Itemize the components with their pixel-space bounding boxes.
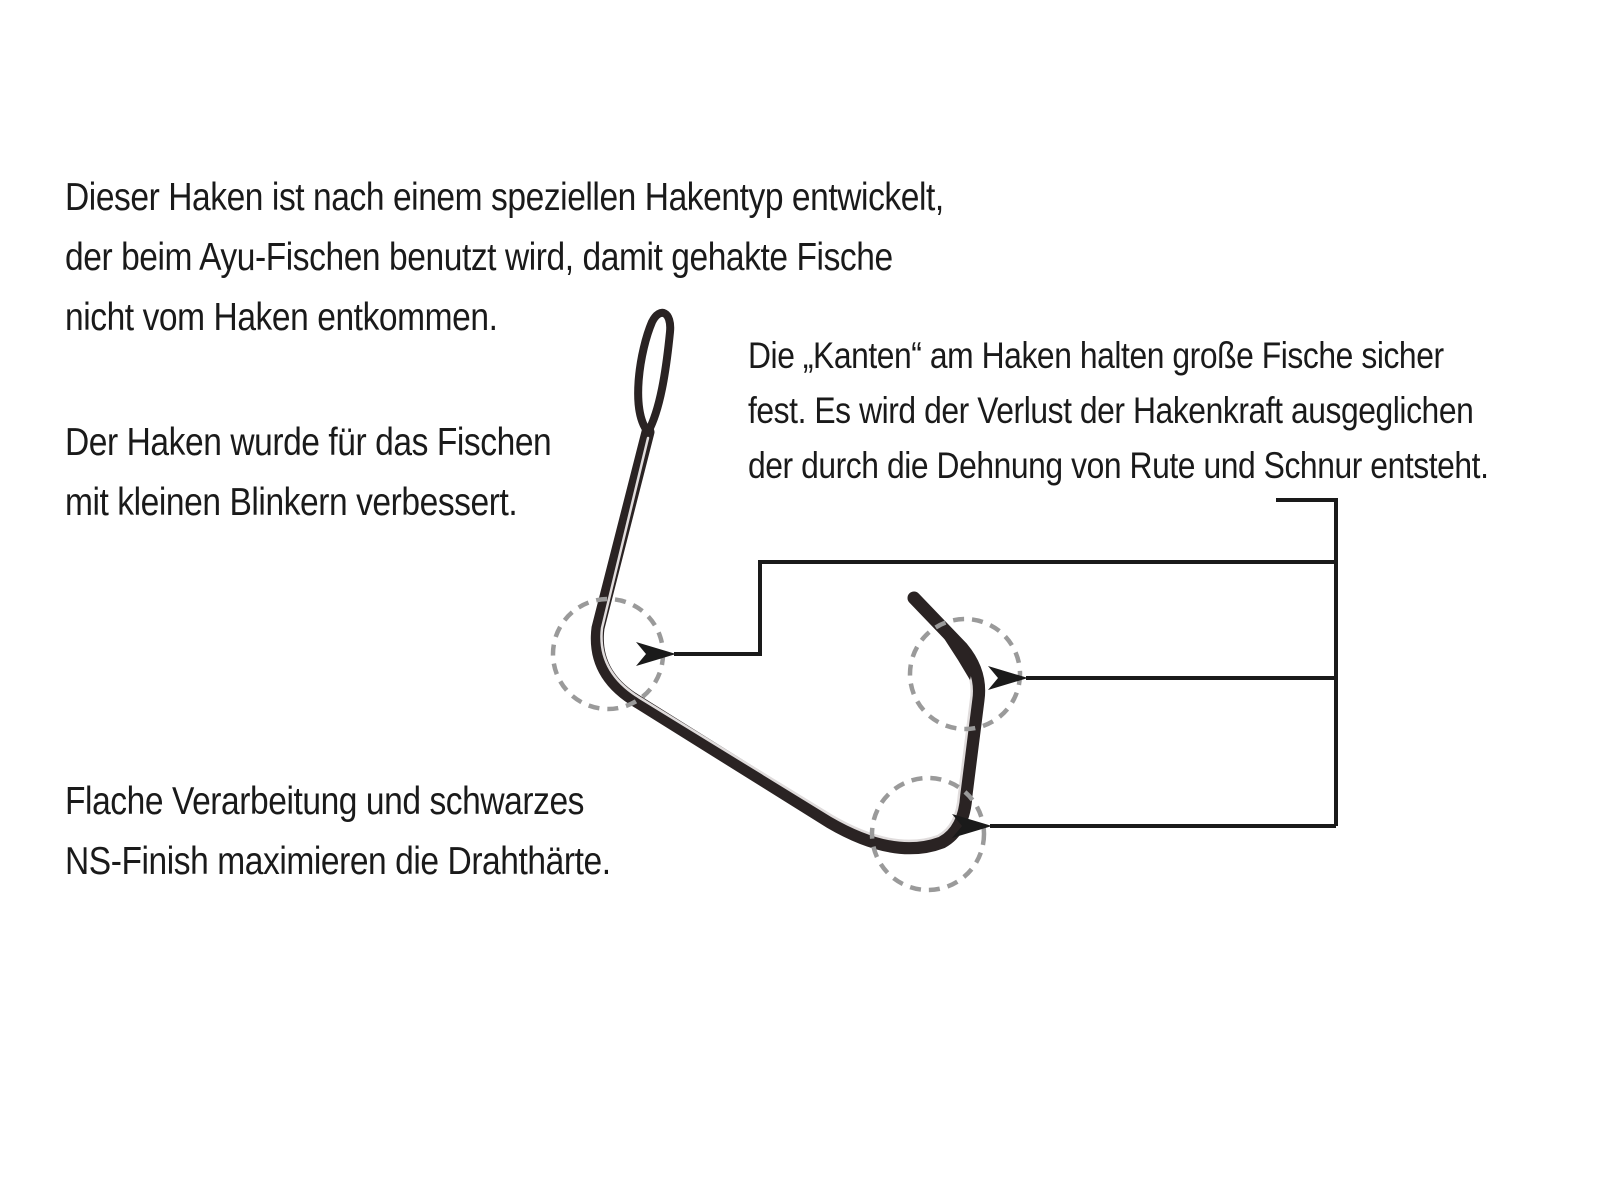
edge-circle-point xyxy=(910,619,1020,729)
callout-connectors xyxy=(674,500,1336,826)
edges-line-3: der durch die Dehnung von Rute und Schnur entsteht. xyxy=(748,445,1489,486)
edges-line-1: Die „Kanten“ am Haken halten große Fische sicher xyxy=(748,335,1444,376)
connector-vertical xyxy=(1276,500,1336,826)
ayu-line-3: nicht vom Haken entkommen. xyxy=(65,296,498,339)
edges-description xyxy=(748,328,1489,493)
edges-line-2: fest. Es wird der Verlust der Hakenkraft ausgeglichen xyxy=(748,390,1474,431)
edge-circle-bend xyxy=(872,778,984,890)
ayu-description xyxy=(65,168,944,348)
finish-line-2: NS-Finish maximieren die Drahthärte. xyxy=(65,840,611,883)
ayu-line-2: der beim Ayu-Fischen benutzt wird, damit gehakte Fische xyxy=(65,236,893,279)
edge-circle-shank xyxy=(553,599,663,709)
finish-description xyxy=(65,772,611,892)
blinker-line-2: mit kleinen Blinkern verbessert. xyxy=(65,481,518,524)
arrow-to-shank xyxy=(674,562,1336,654)
finish-line-1: Flache Verarbeitung und schwarzes xyxy=(65,780,585,823)
ayu-line-1: Dieser Haken ist nach einem speziellen Hakentyp entwickelt, xyxy=(65,176,944,219)
blinker-line-1: Der Haken wurde für das Fischen xyxy=(65,421,552,464)
blinker-description xyxy=(65,413,551,533)
